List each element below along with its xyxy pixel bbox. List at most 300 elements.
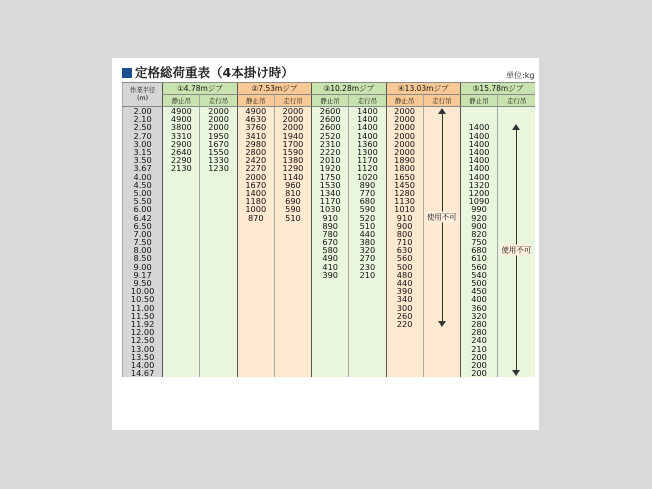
load-cell — [274, 279, 311, 287]
load-cell: 1940 — [274, 132, 311, 140]
table-row — [123, 279, 536, 287]
load-cell — [312, 353, 349, 361]
load-cell — [312, 287, 349, 295]
load-cell — [274, 353, 311, 361]
load-cell: 670 — [312, 238, 349, 246]
radius-header-unit: (m) — [137, 94, 149, 102]
unit-label: 単位:kg — [506, 71, 535, 80]
load-cell — [274, 287, 311, 295]
radius-cell: 4.00 — [123, 173, 163, 181]
load-cell: 1400 — [460, 173, 497, 181]
load-cell — [423, 369, 460, 377]
radius-cell: 4.50 — [123, 181, 163, 189]
jib-header-3: ③10.28mジブ — [312, 83, 386, 95]
load-cell: 900 — [386, 222, 423, 230]
load-cell — [237, 230, 274, 238]
load-cell — [200, 336, 237, 344]
load-cell — [200, 181, 237, 189]
table-row — [123, 295, 536, 303]
load-cell: 1090 — [460, 197, 497, 205]
load-cell — [200, 312, 237, 320]
load-cell: 200 — [460, 353, 497, 361]
load-cell: 890 — [312, 222, 349, 230]
load-cell: 220 — [386, 320, 423, 328]
load-cell — [200, 230, 237, 238]
table-row — [123, 189, 536, 197]
jib-header-2: ②7.53mジブ — [237, 83, 311, 95]
load-cell: 680 — [460, 246, 497, 254]
radius-cell: 11.00 — [123, 304, 163, 312]
load-cell — [423, 353, 460, 361]
radius-cell: 10.50 — [123, 295, 163, 303]
table-row — [123, 115, 536, 123]
radius-cell: 12.50 — [123, 336, 163, 344]
load-cell — [237, 271, 274, 279]
load-cell: 800 — [386, 230, 423, 238]
load-cell — [274, 222, 311, 230]
load-cell — [163, 205, 200, 213]
load-cell: 780 — [312, 230, 349, 238]
table-row — [123, 181, 536, 189]
radius-cell: 9.50 — [123, 279, 163, 287]
load-cell — [349, 361, 386, 369]
load-cell — [163, 189, 200, 197]
radius-cell: 6.42 — [123, 213, 163, 221]
load-cell: 2600 — [312, 123, 349, 131]
load-cell — [237, 254, 274, 262]
load-cell — [460, 115, 497, 123]
radius-header-label: 作業半径 — [130, 86, 156, 94]
load-cell — [274, 246, 311, 254]
load-cell — [274, 328, 311, 336]
load-cell — [498, 115, 535, 123]
load-cell — [349, 353, 386, 361]
load-cell: 2010 — [312, 156, 349, 164]
load-cell: 280 — [460, 320, 497, 328]
load-cell: 1670 — [237, 181, 274, 189]
load-cell — [349, 304, 386, 312]
load-cell — [349, 336, 386, 344]
load-cell: 390 — [312, 271, 349, 279]
load-cell: 210 — [460, 344, 497, 352]
load-cell — [200, 361, 237, 369]
table-row — [123, 328, 536, 336]
load-cell — [163, 254, 200, 262]
load-cell: 4900 — [163, 107, 200, 116]
not-usable-text: 使用不可 — [426, 212, 457, 222]
load-cell: 4630 — [237, 115, 274, 123]
load-cell — [349, 328, 386, 336]
not-usable-label-jib4 — [423, 212, 460, 223]
load-cell: 1400 — [460, 123, 497, 131]
radius-cell: 2.70 — [123, 132, 163, 140]
radius-cell: 6.00 — [123, 205, 163, 213]
table-row — [123, 213, 536, 221]
load-cell — [237, 279, 274, 287]
load-cell — [237, 312, 274, 320]
mode-static-2: 静止吊 — [237, 95, 274, 107]
radius-cell: 5.50 — [123, 197, 163, 205]
load-cell: 560 — [460, 263, 497, 271]
radius-cell: 3.67 — [123, 164, 163, 172]
arrow-down-icon — [438, 321, 446, 327]
load-cell: 1280 — [386, 189, 423, 197]
load-cell — [200, 173, 237, 181]
load-cell — [349, 287, 386, 295]
mode-static-4: 静止吊 — [386, 95, 423, 107]
load-cell — [163, 295, 200, 303]
load-cell: 270 — [349, 254, 386, 262]
load-cell: 1360 — [349, 140, 386, 148]
load-cell: 200 — [460, 361, 497, 369]
load-cell — [200, 263, 237, 271]
load-cell: 2980 — [237, 140, 274, 148]
load-cell: 870 — [237, 213, 274, 221]
load-cell — [163, 263, 200, 271]
load-cell: 1400 — [349, 123, 386, 131]
load-cell: 560 — [386, 254, 423, 262]
load-cell — [274, 295, 311, 303]
load-cell — [200, 254, 237, 262]
load-cell: 2520 — [312, 132, 349, 140]
load-cell — [200, 197, 237, 205]
load-cell: 280 — [460, 328, 497, 336]
load-cell — [200, 222, 237, 230]
load-cell — [163, 238, 200, 246]
radius-cell: 9.00 — [123, 263, 163, 271]
load-cell — [200, 246, 237, 254]
not-usable-label-jib5 — [498, 245, 535, 256]
load-cell — [386, 353, 423, 361]
load-cell — [163, 287, 200, 295]
load-cell — [163, 312, 200, 320]
load-cell: 200 — [460, 369, 497, 377]
load-cell: 1400 — [460, 132, 497, 140]
radius-header — [123, 83, 163, 107]
table-row — [123, 156, 536, 164]
load-cell — [237, 344, 274, 352]
radius-cell: 13.00 — [123, 344, 163, 352]
load-cell: 2900 — [163, 140, 200, 148]
load-cell: 1200 — [460, 189, 497, 197]
load-cell: 540 — [460, 271, 497, 279]
load-cell: 210 — [349, 271, 386, 279]
load-cell — [200, 205, 237, 213]
load-cell — [386, 336, 423, 344]
load-cell — [274, 271, 311, 279]
load-cell — [386, 344, 423, 352]
load-cell: 450 — [460, 287, 497, 295]
load-cell: 1140 — [274, 173, 311, 181]
load-cell — [349, 279, 386, 287]
load-cell: 440 — [349, 230, 386, 238]
load-cell — [274, 361, 311, 369]
load-cell — [274, 254, 311, 262]
load-cell — [423, 328, 460, 336]
radius-cell: 3.50 — [123, 156, 163, 164]
load-cell — [274, 369, 311, 377]
table-row — [123, 205, 536, 213]
load-cell: 410 — [312, 263, 349, 271]
load-cell — [274, 304, 311, 312]
load-cell: 1400 — [460, 164, 497, 172]
load-cell — [163, 328, 200, 336]
table-row — [123, 238, 536, 246]
table-row — [123, 173, 536, 181]
radius-cell: 8.50 — [123, 254, 163, 262]
radius-cell: 14.67 — [123, 369, 163, 377]
load-cell — [312, 328, 349, 336]
load-cell: 750 — [460, 238, 497, 246]
not-usable-marker-jib4 — [423, 108, 460, 328]
radius-cell: 5.00 — [123, 189, 163, 197]
load-cell: 1750 — [312, 173, 349, 181]
load-cell — [200, 344, 237, 352]
load-cell — [200, 238, 237, 246]
load-cell: 300 — [386, 304, 423, 312]
mode-travel-1: 走行吊 — [200, 95, 237, 107]
load-cell: 2130 — [163, 164, 200, 172]
load-cell — [312, 336, 349, 344]
load-cell: 4900 — [163, 115, 200, 123]
load-cell: 2420 — [237, 156, 274, 164]
load-cell: 1890 — [386, 156, 423, 164]
load-cell — [237, 287, 274, 295]
load-cell: 1330 — [200, 156, 237, 164]
load-cell: 2000 — [274, 107, 311, 116]
load-cell: 1400 — [349, 132, 386, 140]
load-cell — [200, 369, 237, 377]
table-row — [123, 312, 536, 320]
load-cell — [349, 295, 386, 303]
load-cell — [386, 361, 423, 369]
load-cell: 960 — [274, 181, 311, 189]
load-cell: 510 — [349, 222, 386, 230]
load-cell — [200, 295, 237, 303]
radius-cell: 2.10 — [123, 115, 163, 123]
table-row — [123, 222, 536, 230]
load-cell: 1010 — [386, 205, 423, 213]
load-cell: 1170 — [349, 156, 386, 164]
load-cell: 500 — [386, 263, 423, 271]
header-row-jib — [123, 83, 536, 95]
load-cell: 1400 — [349, 115, 386, 123]
table-row — [123, 140, 536, 148]
load-cell — [200, 213, 237, 221]
load-cell: 440 — [386, 279, 423, 287]
load-cell — [163, 304, 200, 312]
load-cell — [163, 279, 200, 287]
radius-cell: 11.50 — [123, 312, 163, 320]
load-cell: 230 — [349, 263, 386, 271]
load-cell: 380 — [349, 238, 386, 246]
table-row — [123, 230, 536, 238]
load-cell — [274, 263, 311, 271]
table-row — [123, 254, 536, 262]
load-cell — [200, 328, 237, 336]
arrow-up-icon — [512, 124, 520, 130]
load-cell — [163, 344, 200, 352]
load-cell — [163, 320, 200, 328]
load-cell: 990 — [460, 205, 497, 213]
table-row — [123, 107, 536, 116]
load-cell: 1400 — [460, 148, 497, 156]
load-cell: 1400 — [460, 140, 497, 148]
load-cell — [163, 271, 200, 279]
page-title — [122, 63, 294, 81]
load-cell: 2220 — [312, 148, 349, 156]
load-cell: 2800 — [237, 148, 274, 156]
table-row — [123, 271, 536, 279]
load-cell: 1800 — [386, 164, 423, 172]
load-cell: 1320 — [460, 181, 497, 189]
radius-cell: 3.00 — [123, 140, 163, 148]
load-cell: 630 — [386, 246, 423, 254]
load-cell — [423, 361, 460, 369]
load-cell: 2000 — [274, 123, 311, 131]
arrow-down-icon — [512, 370, 520, 376]
radius-cell: 2.50 — [123, 123, 163, 131]
not-usable-text: 使用不可 — [501, 245, 532, 255]
load-cell — [237, 336, 274, 344]
load-cell: 1450 — [386, 181, 423, 189]
load-cell: 1530 — [312, 181, 349, 189]
load-cell: 910 — [312, 213, 349, 221]
load-cell: 340 — [386, 295, 423, 303]
load-cell — [237, 246, 274, 254]
load-cell — [274, 336, 311, 344]
load-cell — [163, 222, 200, 230]
jib-header-4: ④13.03mジブ — [386, 83, 460, 95]
table-row — [123, 344, 536, 352]
load-cell — [237, 320, 274, 328]
load-cell: 500 — [460, 279, 497, 287]
load-cell — [349, 344, 386, 352]
load-cell: 590 — [274, 205, 311, 213]
load-cell: 1170 — [312, 197, 349, 205]
load-cell: 1000 — [237, 205, 274, 213]
table-row — [123, 246, 536, 254]
load-cell — [237, 263, 274, 271]
load-cell — [163, 246, 200, 254]
radius-cell: 6.50 — [123, 222, 163, 230]
load-cell: 1030 — [312, 205, 349, 213]
load-cell: 710 — [386, 238, 423, 246]
not-usable-marker-jib5 — [498, 124, 535, 376]
load-cell — [163, 197, 200, 205]
load-cell: 2310 — [312, 140, 349, 148]
load-cell: 1230 — [200, 164, 237, 172]
radius-cell: 3.15 — [123, 148, 163, 156]
load-cell: 2000 — [274, 115, 311, 123]
load-cell — [237, 369, 274, 377]
load-cell — [163, 230, 200, 238]
load-cell — [163, 361, 200, 369]
load-cell — [163, 369, 200, 377]
load-cell: 320 — [460, 312, 497, 320]
load-cell: 520 — [349, 213, 386, 221]
radius-cell: 8.00 — [123, 246, 163, 254]
load-cell — [274, 230, 311, 238]
mode-travel-2: 走行吊 — [274, 95, 311, 107]
load-cell: 360 — [460, 304, 497, 312]
load-cell: 3760 — [237, 123, 274, 131]
load-cell: 2000 — [386, 140, 423, 148]
load-cell — [200, 271, 237, 279]
radius-cell: 2.00 — [123, 107, 163, 116]
table-row — [123, 197, 536, 205]
table-row — [123, 336, 536, 344]
load-cell: 1700 — [274, 140, 311, 148]
load-cell: 610 — [460, 254, 497, 262]
load-cell: 2000 — [386, 115, 423, 123]
mode-static-5: 静止吊 — [460, 95, 497, 107]
load-cell — [200, 189, 237, 197]
load-cell — [200, 320, 237, 328]
load-cell: 1130 — [386, 197, 423, 205]
mode-travel-4: 走行吊 — [423, 95, 460, 107]
table-row — [123, 361, 536, 369]
table-row — [123, 353, 536, 361]
load-cell: 820 — [460, 230, 497, 238]
load-cell — [386, 328, 423, 336]
load-cell: 590 — [349, 205, 386, 213]
load-cell — [200, 287, 237, 295]
load-table — [122, 82, 535, 377]
load-cell: 2000 — [200, 115, 237, 123]
load-cell: 2000 — [386, 148, 423, 156]
load-cell: 1400 — [237, 189, 274, 197]
radius-cell: 14.00 — [123, 361, 163, 369]
load-cell: 2640 — [163, 148, 200, 156]
title-text: 定格総荷重表（4本掛け時） — [135, 65, 294, 80]
load-cell: 400 — [460, 295, 497, 303]
load-cell: 1650 — [386, 173, 423, 181]
load-cell: 1300 — [349, 148, 386, 156]
load-cell: 770 — [349, 189, 386, 197]
radius-cell: 12.00 — [123, 328, 163, 336]
load-cell: 1550 — [200, 148, 237, 156]
load-cell: 2290 — [163, 156, 200, 164]
load-cell — [163, 173, 200, 181]
load-cell — [237, 222, 274, 230]
load-cell: 810 — [274, 189, 311, 197]
load-cell: 2000 — [386, 107, 423, 116]
load-cell — [460, 107, 497, 116]
load-cell — [423, 336, 460, 344]
arrow-up-icon — [438, 108, 446, 114]
radius-cell: 7.00 — [123, 230, 163, 238]
table-row — [123, 263, 536, 271]
table-row — [123, 132, 536, 140]
load-cell: 1380 — [274, 156, 311, 164]
radius-cell: 9.17 — [123, 271, 163, 279]
load-cell — [349, 320, 386, 328]
radius-cell: 10.00 — [123, 287, 163, 295]
load-cell: 1670 — [200, 140, 237, 148]
load-cell: 3410 — [237, 132, 274, 140]
load-cell: 920 — [460, 213, 497, 221]
load-cell: 240 — [460, 336, 497, 344]
mode-static-3: 静止吊 — [312, 95, 349, 107]
load-cell: 1290 — [274, 164, 311, 172]
load-cell: 2270 — [237, 164, 274, 172]
load-cell: 2600 — [312, 107, 349, 116]
load-cell: 580 — [312, 246, 349, 254]
header-row-mode — [123, 95, 536, 107]
load-cell: 510 — [274, 213, 311, 221]
load-cell — [163, 213, 200, 221]
